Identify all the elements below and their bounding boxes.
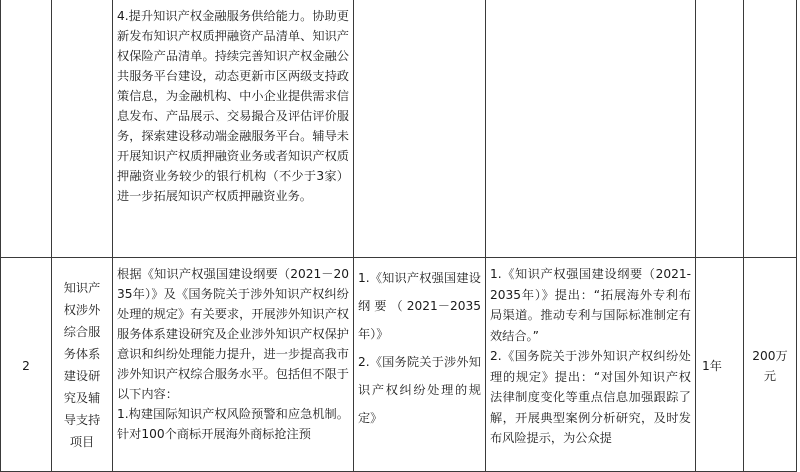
period-cell: 1年 bbox=[696, 258, 744, 472]
project-name-cell: 知识产权涉外综合服务体系建设研究及辅导支持项目 bbox=[52, 258, 113, 472]
content-item: 1.构建国际知识产权风险预警和应急机制。针对100个商标开展海外商标抢注预 bbox=[117, 407, 349, 441]
row-number-cell: 2 bbox=[1, 258, 52, 472]
detail-item: 1.《知识产权强国建设纲要（2021-2035年）》提出：“拓展海外专利布局渠道。推动专利与国际标准制定有效结合。” bbox=[490, 267, 691, 343]
budget-cell: 200万元 bbox=[744, 258, 797, 472]
budget-cell bbox=[744, 0, 797, 258]
basis-item: 2.《国务院关于涉外知识产权纠纷处理的规定》 bbox=[358, 355, 481, 425]
project-name-cell bbox=[52, 0, 113, 258]
detail-item: 2.《国务院关于涉外知识产权纠纷处理的规定》提出：“对国外知识产权法律制度变化等重点信息加强跟踪了解，开展典型案例分析研究，及时发布风险提示，为公众提 bbox=[490, 349, 691, 445]
table-row bbox=[1, 258, 797, 472]
detail-cell bbox=[486, 0, 696, 258]
row-number-cell bbox=[1, 0, 52, 258]
period-cell bbox=[696, 0, 744, 258]
basis-cell bbox=[354, 258, 486, 472]
content-cell bbox=[113, 258, 354, 472]
content-paragraph: 根据《知识产权强国建设纲要（2021－2035年）》及《国务院关于涉外知识产权纠纷处理的规定》有关要求，开展涉外知识产权服务体系建设研究及企业涉外知识产权保护意识和纠纷处理能力提升，进一步提高我市涉外知识产权综合服务水平。包括但不限于以下内容： bbox=[117, 267, 349, 401]
basis-cell bbox=[354, 0, 486, 258]
content-cell bbox=[113, 0, 354, 258]
table-row bbox=[1, 0, 797, 258]
detail-cell bbox=[486, 258, 696, 472]
content-paragraph: 4.提升知识产权金融服务供给能力。协助更新发布知识产权质押融资产品清单、知识产权保险产品清单。持续完善知识产权金融公共服务平台建设，动态更新市区两级支持政策信息，为金融机构、中小企业提供需求信息发布、产品展示、交易撮合及评估评价服务，探索建设移动端金融服务平台。辅导未开展知识产权质押融资业务或者知识产权质押融资业务较少的银行机构（不少于3家）进一步拓展知识产权质押融资业务。 bbox=[117, 9, 349, 203]
basis-item: 1.《知识产权强国建设纲要（2021－2035年）》 bbox=[358, 271, 481, 341]
